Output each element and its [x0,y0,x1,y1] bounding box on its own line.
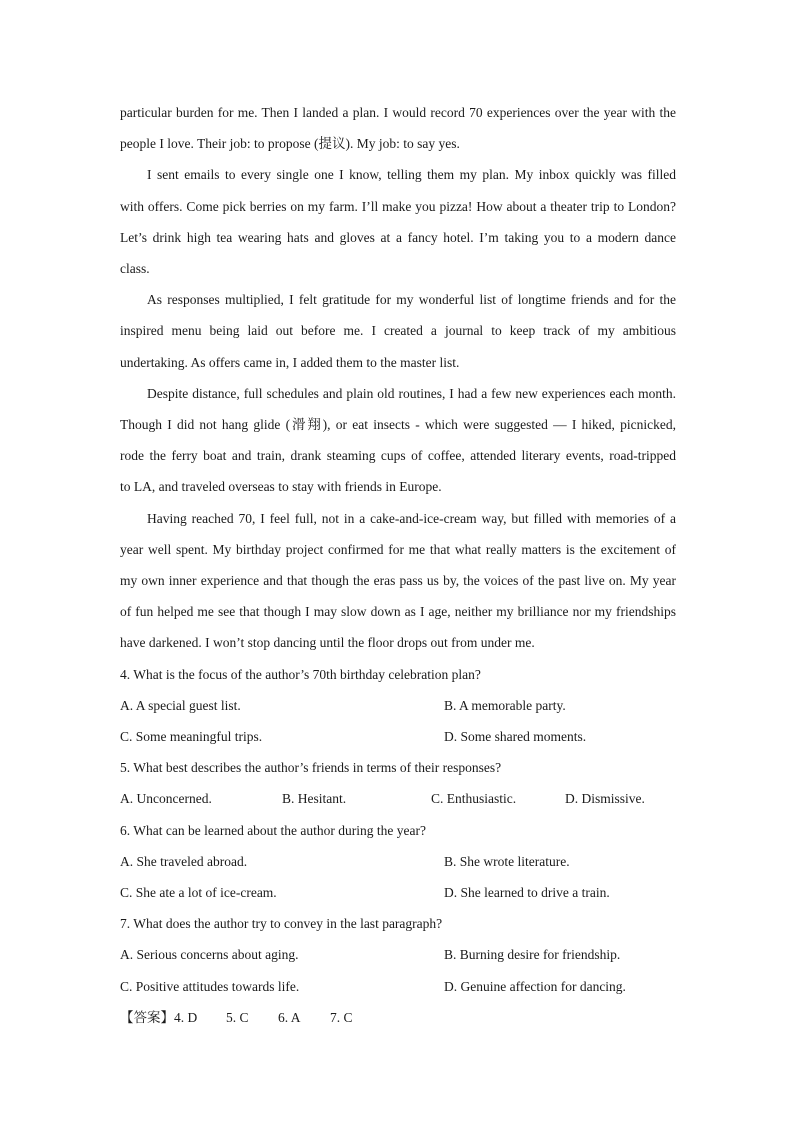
option-row [120,721,676,752]
option-c: C. Enthusiastic. [431,791,517,807]
option-b: B. Hesitant. [282,791,347,807]
paragraph-3 [120,284,676,378]
question-7 [120,908,676,1002]
question-stem: 6. What can be learned about the author during the year? [120,822,426,838]
question-stem: 4. What is the focus of the author’s 70th birthday celebration plan? [120,666,481,682]
question-6 [120,815,676,909]
option-row [120,877,676,908]
option-a: A. She traveled abroad. [120,853,248,869]
question-stem: 5. What best describes the author’s friends in terms of their responses? [120,760,502,776]
document-page [120,97,676,1033]
paragraph-4 [120,378,676,503]
option-row [120,846,676,877]
option-b: B. A memorable party. [444,697,566,713]
text-line: Let’s drink high tea wearing hats and gloves at a fancy hotel. I’m taking you to a modern dance [120,229,676,245]
option-d: D. Dismissive. [565,791,645,807]
text-line: my own inner experience and that though the eras pass us by, the voices of the past live on. My year [120,573,676,589]
text-line: Having reached 70, I feel full, not in a cake-and-ice-cream way, but filled with memories of a [147,510,676,526]
text-line: people I love. Their job: to propose (提议). My job: to say yes. [120,136,460,152]
text-line: As responses multiplied, I felt gratitude for my wonderful list of longtime friends and for the [147,292,676,308]
text-line: to LA, and traveled overseas to stay with friends in Europe. [120,479,442,495]
answer-label: 【答案】 [120,1009,174,1025]
question-stem: 7. What does the author try to convey in the last paragraph? [120,916,443,932]
text-line: particular burden for me. Then I landed a plan. I would record 70 experiences over the year with the [120,105,676,120]
option-row [120,971,676,1002]
option-row [120,783,676,814]
option-row [120,939,676,970]
text-line: with offers. Come pick berries on my farm. I’ll make you pizza! How about a theater trip to London? [120,198,676,214]
text-line: I sent emails to every single one I know, telling them my plan. My inbox quickly was filled [147,167,676,183]
text-line: Though I did not hang glide (滑翔), or eat insects - which were suggested — I hiked, picnicked, [120,417,676,433]
option-a: A. Unconcerned. [120,791,212,807]
text-line: year well spent. My birthday project confirmed for me that what really matters is the excitement of [120,541,676,557]
text-line: Despite distance, full schedules and plain old routines, I had a few new experiences each month. [147,385,676,401]
option-d: D. Genuine affection for dancing. [444,978,626,994]
question-5 [120,752,676,814]
answer-item: 6. A [278,1009,301,1025]
text-line: rode the ferry boat and train, drank steaming cups of coffee, attended literary events, road-tripped [120,448,676,464]
text-line: inspired menu being laid out before me. I created a journal to keep track of my ambitious [120,323,676,339]
answer-item: 5. C [226,1009,249,1025]
paragraph-2 [120,159,676,284]
answer-item: 4. D [174,1009,198,1025]
question-4 [120,659,676,753]
option-a: A. Serious concerns about aging. [120,947,299,963]
answer-item: 7. C [330,1009,353,1025]
option-b: B. She wrote literature. [444,853,570,869]
paragraph-5 [120,503,676,659]
text-line: class. [120,261,150,277]
option-d: D. Some shared moments. [444,729,587,745]
option-d: D. She learned to drive a train. [444,885,610,901]
text-line: have darkened. I won’t stop dancing until the floor drops out from under me. [120,635,535,651]
option-c: C. Some meaningful trips. [120,729,263,745]
option-b: B. Burning desire for friendship. [444,947,621,963]
answer-key [120,1002,676,1033]
text-line: of fun helped me see that though I may slow down as I age, neither my brilliance nor my friendships [120,604,676,620]
text-line: undertaking. As offers came in, I added them to the master list. [120,354,460,370]
paragraph-1 [120,97,676,159]
option-c: C. Positive attitudes towards life. [120,978,300,994]
option-c: C. She ate a lot of ice-cream. [120,885,277,901]
option-row [120,690,676,721]
option-a: A. A special guest list. [120,697,241,713]
